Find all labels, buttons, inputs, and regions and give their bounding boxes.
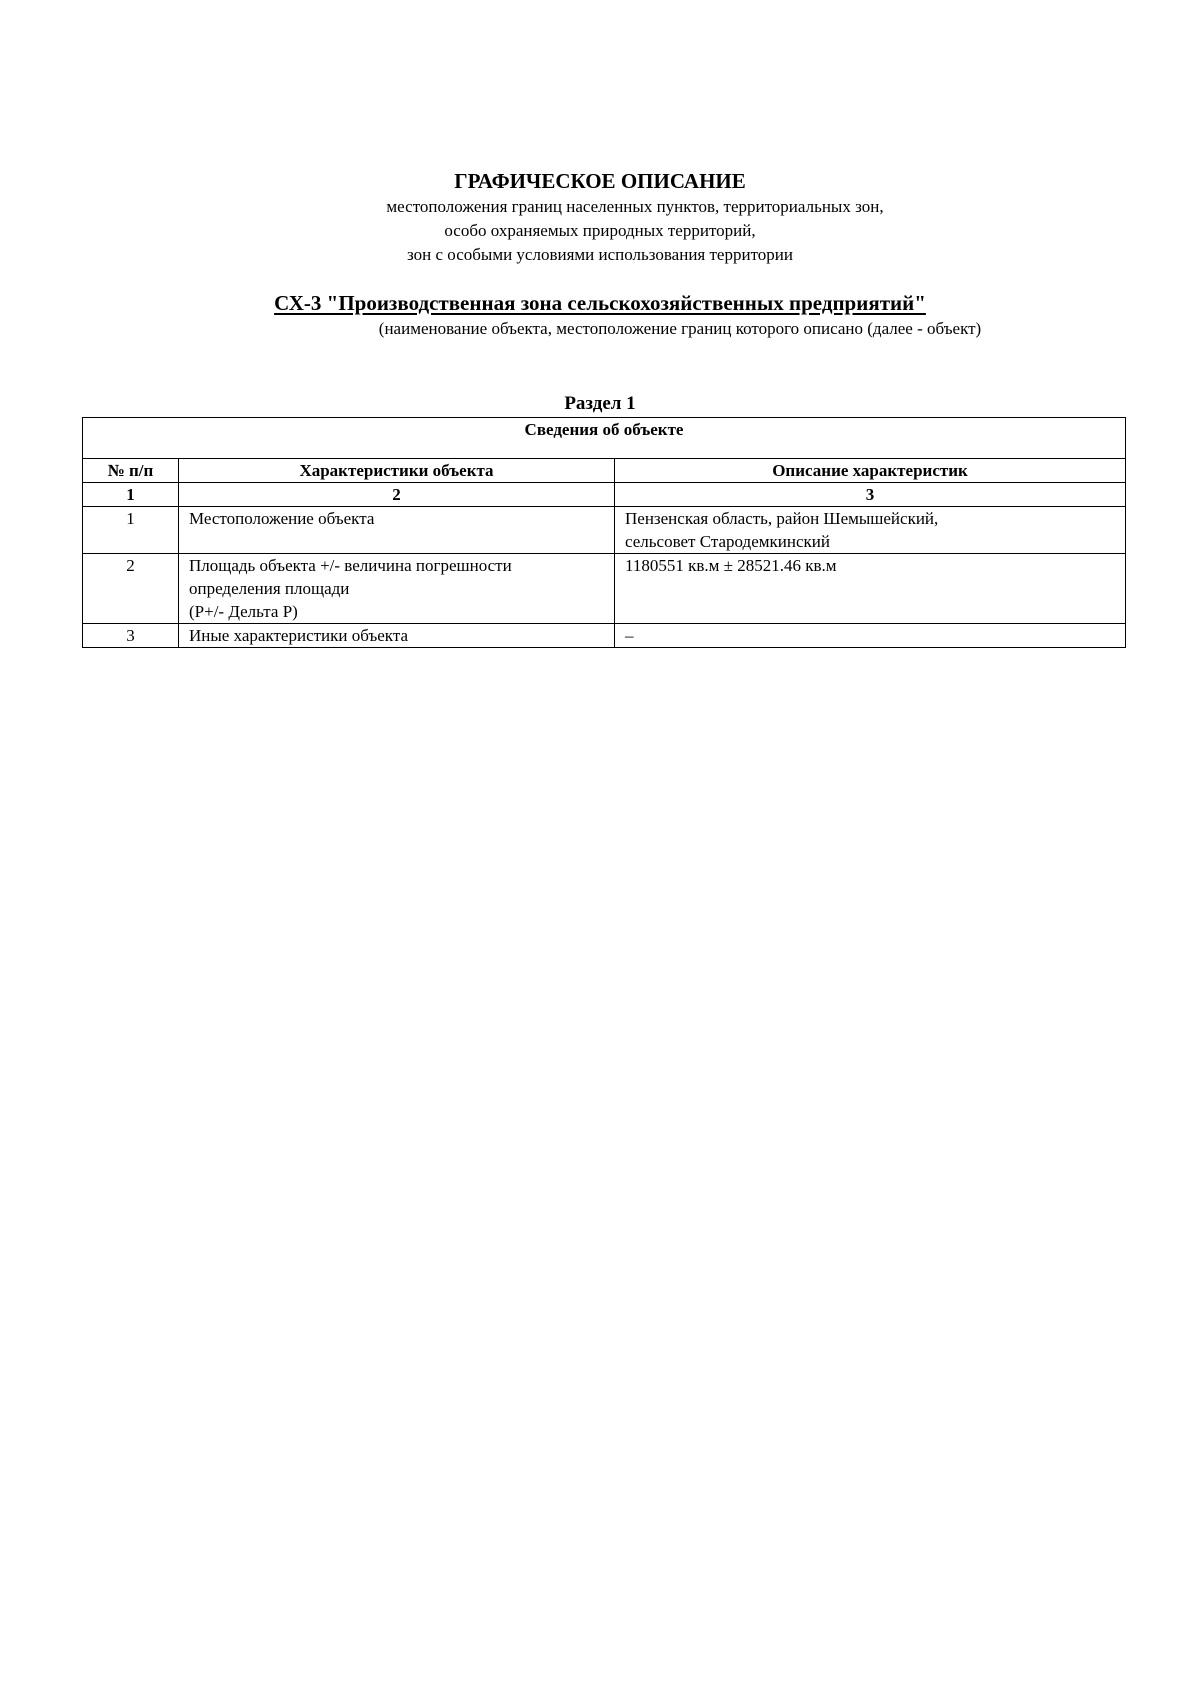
object-info-table bbox=[82, 417, 1126, 648]
header-description: Описание характеристик bbox=[615, 459, 1126, 483]
subtitle-line: особо охраняемых природных территорий, bbox=[444, 221, 756, 240]
object-hint: (наименование объекта, местоположение границ которого описано (далее - объект) bbox=[378, 319, 982, 338]
row-num: 1 bbox=[83, 507, 179, 554]
table-header-row bbox=[83, 459, 1126, 483]
section-title: Раздел 1 bbox=[564, 393, 636, 414]
column-number-row bbox=[83, 483, 1126, 507]
table-row bbox=[83, 507, 1126, 554]
row-description bbox=[615, 554, 1126, 624]
cell-line: – bbox=[625, 626, 634, 645]
object-name-text: СХ-3 "Производственная зона сельскохозяйственных предприятий" bbox=[274, 291, 926, 315]
column-number: 1 bbox=[83, 483, 179, 507]
table-row bbox=[83, 624, 1126, 648]
row-characteristic bbox=[179, 624, 615, 648]
row-num: 2 bbox=[83, 554, 179, 624]
table-row bbox=[83, 554, 1126, 624]
row-description bbox=[615, 624, 1126, 648]
document-title: ГРАФИЧЕСКОЕ ОПИСАНИЕ bbox=[454, 169, 746, 193]
cell-line: определения площади bbox=[189, 579, 350, 598]
row-description bbox=[615, 507, 1126, 554]
table-caption: Сведения об объекте bbox=[83, 418, 1126, 459]
cell-line: (P+/- Дельта P) bbox=[189, 602, 298, 621]
column-number: 2 bbox=[179, 483, 615, 507]
subtitle-line: зон с особыми условиями использования территории bbox=[407, 245, 793, 264]
header-num: № п/п bbox=[83, 459, 179, 483]
cell-line: Местоположение объекта bbox=[189, 509, 375, 528]
row-characteristic bbox=[179, 507, 615, 554]
cell-line: сельсовет Стародемкинский bbox=[625, 532, 830, 551]
row-characteristic bbox=[179, 554, 615, 624]
cell-line: Пензенская область, район Шемышейский, bbox=[625, 509, 939, 528]
row-num: 3 bbox=[83, 624, 179, 648]
cell-line: 1180551 кв.м ± 28521.46 кв.м bbox=[625, 556, 837, 575]
table-caption-row bbox=[83, 418, 1126, 459]
subtitle-line: местоположения границ населенных пунктов, территориальных зон, bbox=[386, 197, 884, 216]
header-characteristic: Характеристики объекта bbox=[179, 459, 615, 483]
cell-line: Площадь объекта +/- величина погрешности bbox=[189, 556, 512, 575]
object-name bbox=[0, 290, 1200, 316]
cell-line: Иные характеристики объекта bbox=[189, 626, 409, 645]
column-number: 3 bbox=[615, 483, 1126, 507]
document-subtitle bbox=[0, 195, 1200, 267]
